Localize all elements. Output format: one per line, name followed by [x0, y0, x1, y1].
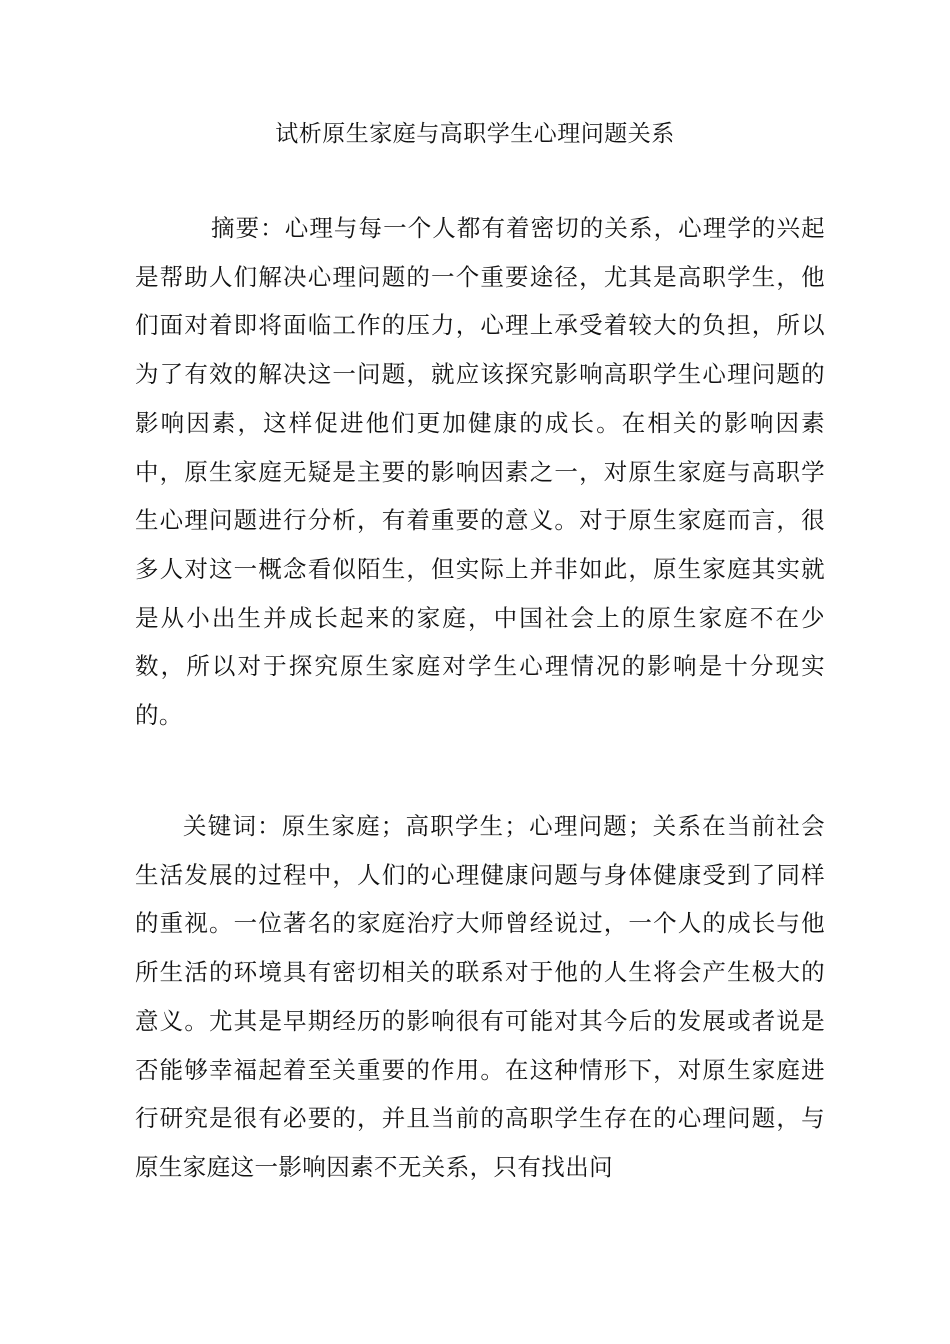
keywords-paragraph: 关键词：原生家庭；高职学生；心理问题；关系在当前社会生活发展的过程中，人们的心理健康问题与身体健康受到了同样的重视。一位著名的家庭治疗大师曾经说过，一个人的成长与他所生活的环境具有密切相关的联系对于他的人生将会产生极大的意义。尤其是早期经历的影响很有可能对其今后的发展或者说是否能够幸福起着至关重要的作用。在这种情形下，对原生家庭进行研究是很有必要的，并且当前的高职学生存在的心理问题，与原生家庭这一影响因素不无关系，只有找出问	[135, 812, 825, 1181]
document-title: 试析原生家庭与高职学生心理问题关系	[275, 121, 675, 147]
abstract-paragraph: 摘要：心理与每一个人都有着密切的关系，心理学的兴起是帮助人们解决心理问题的一个重要途径，尤其是高职学生，他们面对着即将面临工作的压力，心理上承受着较大的负担，所以为了有效的解决这一问题，就应该探究影响高职学生心理问题的影响因素，这样促进他们更加健康的成长。在相关的影响因素中，原生家庭无疑是主要的影响因素之一，对原生家庭与高职学生心理问题进行分析，有着重要的意义。对于原生家庭而言，很多人对这一概念看似陌生，但实际上并非如此，原生家庭其实就是从小出生并成长起来的家庭，中国社会上的原生家庭不在少数，所以对于探究原生家庭对学生心理情况的影响是十分现实的。	[135, 214, 825, 730]
